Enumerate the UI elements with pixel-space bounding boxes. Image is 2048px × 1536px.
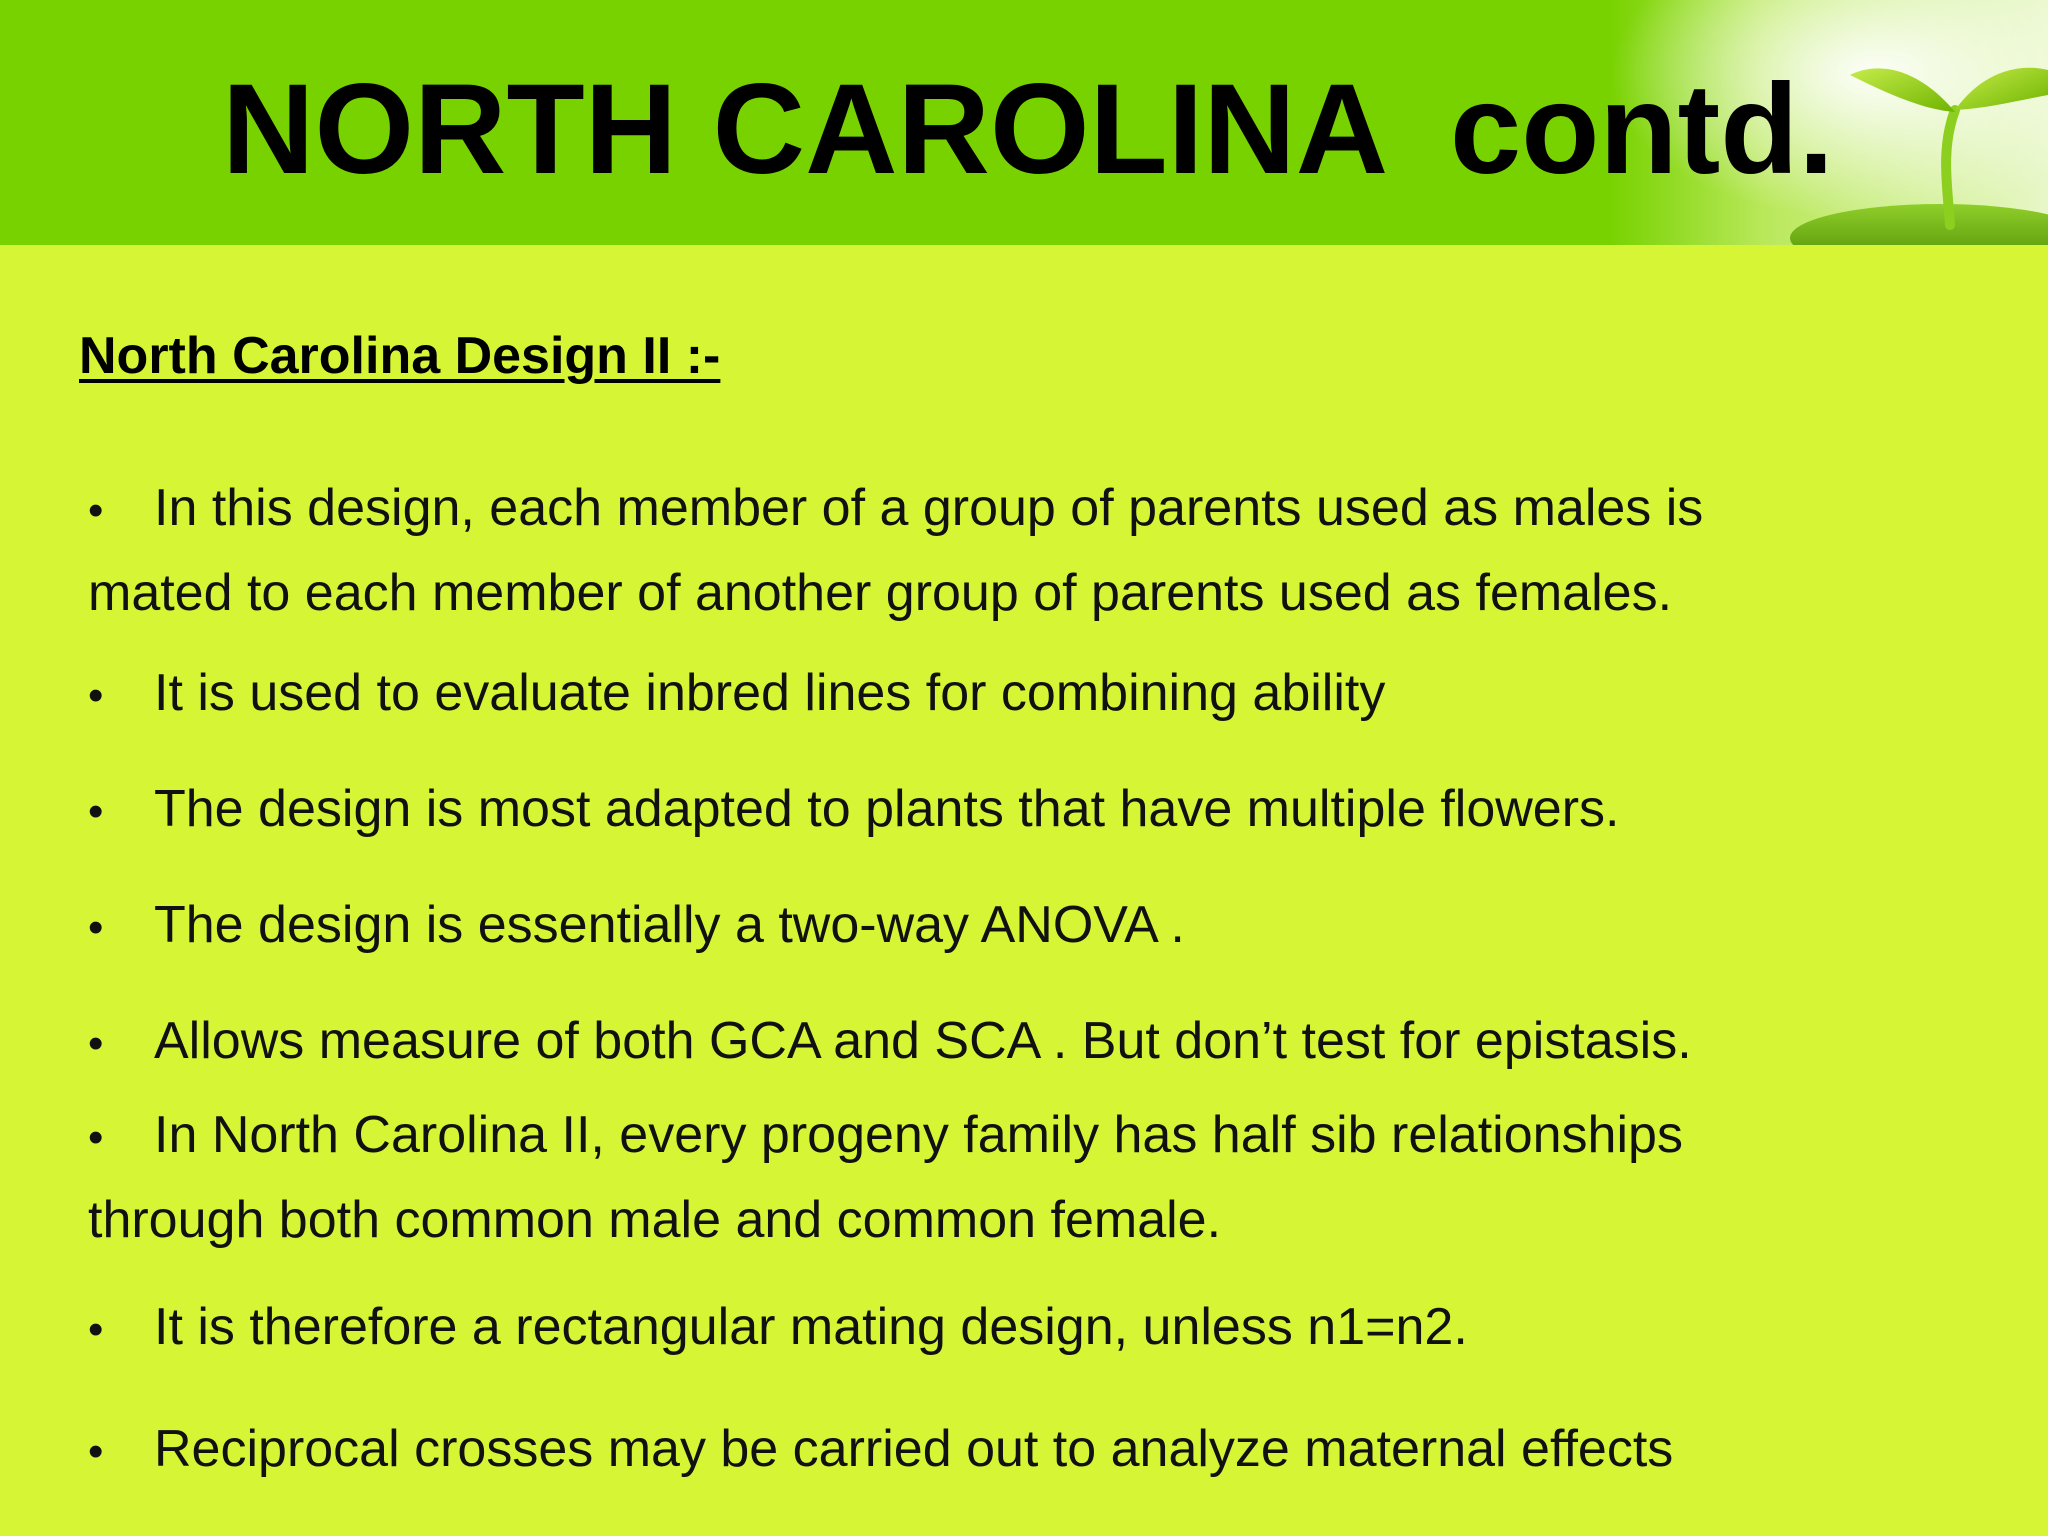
bullet-text: The design is essentially a two-way ANOVA . bbox=[154, 896, 1185, 954]
bullet-icon: • bbox=[88, 1019, 104, 1068]
bullet-text: In this design, each member of a group of parents used as males is bbox=[154, 479, 1704, 537]
bullet-text: Reciprocal crosses may be carried out to analyze maternal effects bbox=[154, 1420, 1674, 1478]
bullet-icon: • bbox=[88, 671, 104, 720]
bullet-text: Allows measure of both GCA and SCA . But don’t test for epistasis. bbox=[154, 1012, 1692, 1070]
bullet-text-continuation: through both common male and common female. bbox=[88, 1191, 1222, 1249]
bullet-text: It is used to evaluate inbred lines for combining ability bbox=[154, 664, 1386, 722]
section-subtitle: North Carolina Design II :- bbox=[79, 327, 721, 385]
list-item bbox=[88, 884, 1988, 969]
slide-title-suffix: contd. bbox=[1450, 58, 1834, 201]
bullet-icon: • bbox=[88, 1305, 104, 1354]
bullet-icon: • bbox=[88, 787, 104, 836]
slide-title-main: NORTH CAROLINA bbox=[222, 58, 1389, 201]
list-item bbox=[88, 652, 1988, 737]
bullet-icon: • bbox=[88, 903, 104, 952]
bullet-icon: • bbox=[88, 1427, 104, 1476]
bullet-text: In North Carolina II, every progeny family has half sib relationships bbox=[154, 1106, 1683, 1164]
list-item bbox=[88, 1408, 1988, 1493]
slide-title bbox=[0, 55, 2048, 205]
bullet-text: It is therefore a rectangular mating design, unless n1=n2. bbox=[154, 1298, 1468, 1356]
bullet-text-continuation: mated to each member of another group of parents used as females. bbox=[88, 564, 1673, 622]
bullet-icon: • bbox=[88, 486, 104, 535]
list-item bbox=[88, 768, 1988, 853]
list-item bbox=[88, 1000, 1988, 1085]
list-item bbox=[88, 1094, 1988, 1261]
list-item bbox=[88, 1286, 1988, 1371]
bullet-text: The design is most adapted to plants that have multiple flowers. bbox=[154, 780, 1620, 838]
bullet-icon: • bbox=[88, 1113, 104, 1162]
list-item bbox=[88, 467, 1988, 634]
